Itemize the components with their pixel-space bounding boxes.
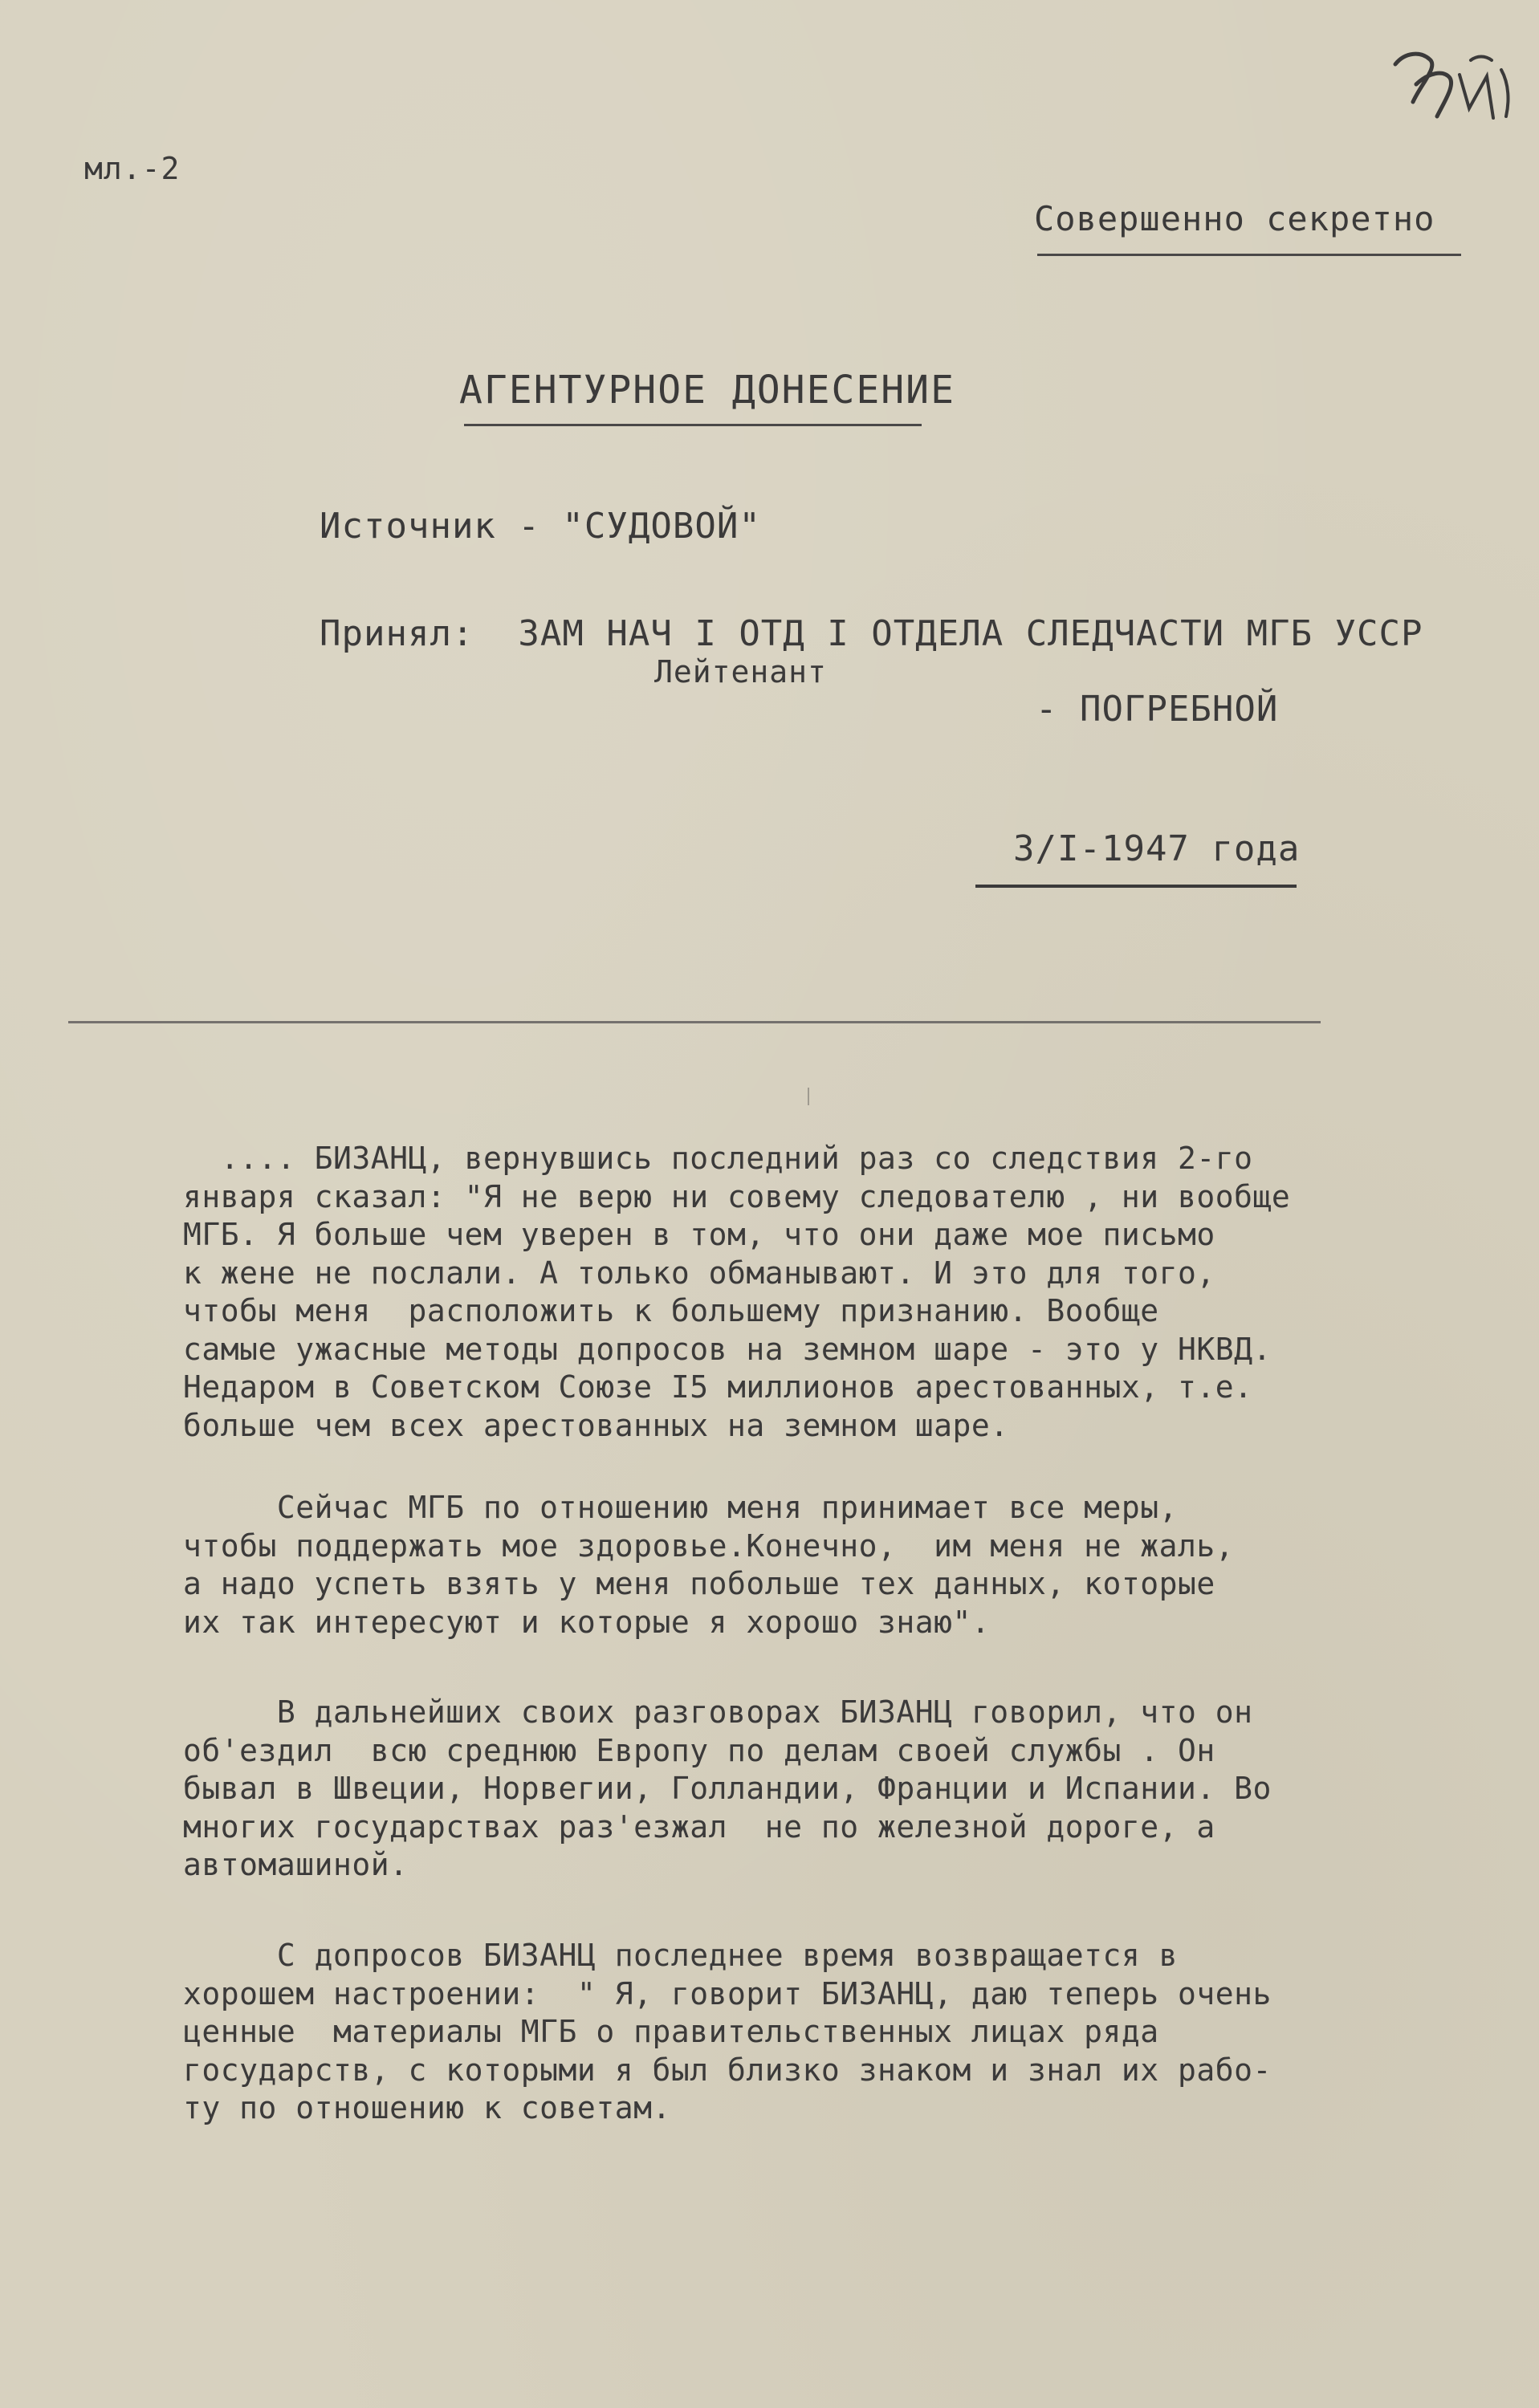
document-title: АГЕНТУРНОЕ ДОНЕСЕНИЕ [459,368,955,413]
paragraph-line: .... БИЗАНЦ, вернувшись последний раз со следствия 2-го [183,1141,1253,1176]
paragraph-line: В дальнейших своих разговорах БИЗАНЦ говорил, что он [183,1694,1253,1730]
sheet-number: мл.-2 [84,151,181,186]
paragraph-line: многих государствах раз'езжал не по железной дороге, а [183,1808,1215,1845]
classification-underline [1037,254,1461,256]
paragraph-line: ту по отношению к советам. [183,2090,671,2125]
paragraph-line: МГБ. Я больше чем уверен в том, что они даже мое письмо [183,1217,1215,1252]
paragraph-line: к жене не послали. А только обманывают. И это для того, [183,1255,1215,1291]
paragraph-line: а надо успеть взять у меня побольше тех данных, которые [183,1566,1215,1601]
paragraph-line: С допросов БИЗАНЦ последнее время возвращается в [183,1938,1179,1973]
paragraph-line: Сейчас МГБ по отношению меня принимает все меры, [183,1490,1179,1525]
document-date: 3/I-1947 года [1013,828,1301,869]
paragraph-line: января сказал: "Я не верю ни совему следователю , ни вообще [183,1178,1291,1214]
officer-name: - ПОГРЕБНОЙ [1036,689,1279,730]
paragraph-line: самые ужасные методы допросов на земном шаре - это у НКВД. [183,1331,1272,1367]
classification-label: Совершенно секретно [1034,199,1435,238]
paragraph-line: автомашиной. [183,1847,409,1882]
paragraph-line: об'ездил всю среднюю Европу по делам своей службы . Он [183,1732,1215,1768]
paragraph-line: ценные материалы МГБ о правительственных лицах ряда [183,2014,1159,2049]
body-paragraph-3 [183,1694,1272,1885]
handwritten-signature-icon [1381,28,1525,140]
paragraph-line: хорошем настроении: " Я, говорит БИЗАНЦ, даю теперь очень [183,1975,1272,2011]
body-paragraph-2 [183,1489,1234,1641]
body-paragraph-4 [183,1937,1272,2128]
paragraph-line: их так интересуют и которые я хорошо знаю". [183,1604,991,1640]
date-underline [975,885,1297,888]
paragraph-line: чтобы меня расположить к большему признанию. Вообще [183,1293,1159,1328]
section-divider [68,1021,1321,1023]
received-by-line: Принял: ЗАМ НАЧ I ОТД I ОТДЕЛА СЛЕДЧАСТИ МГБ УССР [320,613,1423,654]
officer-rank: Лейтенант [654,654,827,689]
paragraph-line: чтобы поддержать мое здоровье.Конечно, им меня не жаль, [183,1527,1235,1564]
paper-mark [808,1088,809,1105]
paragraph-line: Недаром в Советском Союзе I5 миллионов арестованных, т.е. [183,1369,1253,1405]
paragraph-line: государств, с которыми я был близко знаком и знал их рабо- [183,2052,1272,2088]
paragraph-line: бывал в Швеции, Норвегии, Голландии, Франции и Испании. Во [183,1771,1272,1806]
source-line: Источник - "СУДОВОЙ" [320,506,761,547]
title-underline [464,424,922,426]
body-paragraph-1 [183,1140,1290,1445]
paragraph-line: больше чем всех арестованных на земном шаре. [183,1407,1009,1443]
